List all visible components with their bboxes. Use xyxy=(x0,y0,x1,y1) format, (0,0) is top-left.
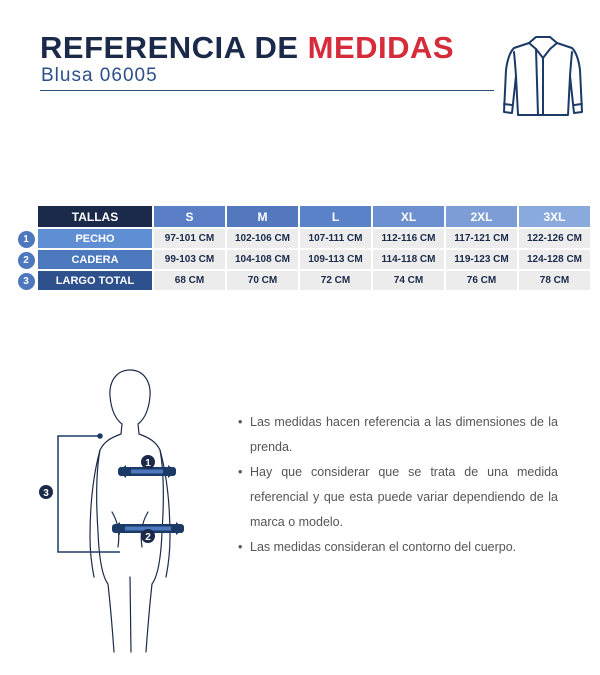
table-cell: 72 CM xyxy=(300,271,371,290)
page-title xyxy=(40,30,454,66)
row-number-badge: 3 xyxy=(18,273,35,290)
table-cell: 97-101 CM xyxy=(154,229,225,248)
hip-marker-label: 2 xyxy=(145,532,151,543)
size-chart-table xyxy=(14,204,592,292)
table-cell: 104-108 CM xyxy=(227,250,298,269)
table-cell: 102-106 CM xyxy=(227,229,298,248)
row-label: PECHO xyxy=(38,229,152,248)
note-item: • Las medidas consideran el contorno del cuerpo. xyxy=(238,535,558,560)
table-cell: 70 CM xyxy=(227,271,298,290)
row-label: LARGO TOTAL xyxy=(38,271,152,290)
chest-marker-label: 1 xyxy=(145,458,151,469)
table-header-row xyxy=(16,206,590,227)
table-cell: 119-123 CM xyxy=(446,250,517,269)
row-number-badge: 2 xyxy=(18,252,35,269)
header-divider xyxy=(40,90,494,91)
body-silhouette xyxy=(90,370,170,652)
table-cell: 114-118 CM xyxy=(373,250,444,269)
tallas-header: TALLAS xyxy=(38,206,152,227)
row-label: CADERA xyxy=(38,250,152,269)
size-header: 2XL xyxy=(446,206,517,227)
length-marker xyxy=(39,485,53,499)
size-header: 3XL xyxy=(519,206,590,227)
title-accent: MEDIDAS xyxy=(307,30,455,65)
table-row xyxy=(16,229,590,248)
size-header: M xyxy=(227,206,298,227)
table-cell: 76 CM xyxy=(446,271,517,290)
table-cell: 117-121 CM xyxy=(446,229,517,248)
size-header: S xyxy=(154,206,225,227)
notes-list xyxy=(238,410,558,560)
body-measurement-diagram xyxy=(30,362,220,672)
size-header: L xyxy=(300,206,371,227)
title-text: REFERENCIA DE xyxy=(40,30,308,65)
length-marker-label: 3 xyxy=(43,488,49,499)
table-cell: 124-128 CM xyxy=(519,250,590,269)
table-cell: 112-116 CM xyxy=(373,229,444,248)
note-item: • Hay que considerar que se trata de una medida referencial y que esta puede variar dependiendo de la marca o modelo. xyxy=(238,460,558,535)
row-number-badge: 1 xyxy=(18,231,35,248)
table-row xyxy=(16,250,590,269)
shirt-icon xyxy=(500,32,586,118)
note-item: • Las medidas hacen referencia a las dimensiones de la prenda. xyxy=(238,410,558,460)
table-cell: 78 CM xyxy=(519,271,590,290)
length-bracket xyxy=(58,434,120,552)
table-cell: 107-111 CM xyxy=(300,229,371,248)
table-cell: 74 CM xyxy=(373,271,444,290)
size-header: XL xyxy=(373,206,444,227)
table-cell: 68 CM xyxy=(154,271,225,290)
table-cell: 109-113 CM xyxy=(300,250,371,269)
hip-marker xyxy=(141,529,155,543)
table-cell: 99-103 CM xyxy=(154,250,225,269)
table-row xyxy=(16,271,590,290)
product-subtitle: Blusa 06005 xyxy=(41,65,158,86)
table-cell: 122-126 CM xyxy=(519,229,590,248)
chest-marker xyxy=(141,455,155,469)
